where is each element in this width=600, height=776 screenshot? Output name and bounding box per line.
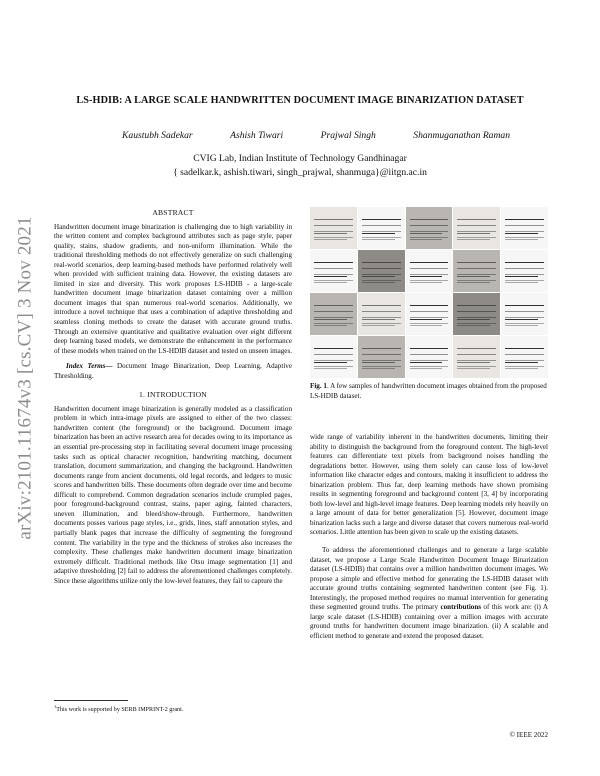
figure-ground-truth-image bbox=[501, 207, 548, 249]
figure-sample-image bbox=[358, 293, 405, 335]
left-column bbox=[54, 208, 292, 586]
figure-label: Fig. 1 bbox=[310, 382, 327, 390]
figure-ground-truth-image bbox=[310, 250, 357, 292]
author-name: Ashish Tiwari bbox=[230, 130, 284, 141]
author-name: Shanmuganathan Raman bbox=[413, 130, 510, 141]
figure-sample-image bbox=[453, 250, 500, 292]
figure-sample-image bbox=[358, 336, 405, 378]
figure-sample-image bbox=[453, 207, 500, 249]
figure-sample-image bbox=[310, 293, 357, 335]
figure-ground-truth-image bbox=[501, 336, 548, 378]
contributions-list: of this work are: (i) A large scale dataset (LS-HDIB) containing over a million images with accurate ground truths for handwritten document image binarization. (ii) A scalable and efficient method to generate and extend the proposed dataset. bbox=[310, 603, 549, 640]
footnote-text: This work is supported by SERB IMPRINT-2 grant. bbox=[56, 707, 184, 714]
affiliation bbox=[60, 152, 540, 180]
abstract-body: Handwritten document image binarization is challenging due to high variability in the written content and complex background attributes such as page style, paper quality, stains, shadow gradients, and non-uniform illumination. While the traditional thresholding methods do not effectively generalize on such challenging real-world scenarios, deep learning-based methods have performed relatively well when provided with sufficient training data. However, the existing datasets are limited in size and diversity. This work proposes LS-HDIB - a large-scale handwritten document image binarization dataset containing over a million document images that span numerous real-world scenarios. Additionally, we introduce a novel technique that uses a combination of adaptive thresholding and seamless cloning methods to create the dataset with accurate ground truths. Through an extensive quantitative and qualitative evaluation over eight different deep learning based models, we demonstrate the enhancement in the performance of these models when trained on the LS-HDIB dataset and tested on unseen images. bbox=[54, 222, 292, 355]
copyright-notice: © IEEE 2022 bbox=[509, 731, 548, 739]
figure-ground-truth-image bbox=[501, 250, 548, 292]
author-name: Kaustubh Sadekar bbox=[122, 130, 193, 141]
abstract-heading: ABSTRACT bbox=[152, 208, 194, 217]
footnote-mark: 1 bbox=[54, 704, 57, 709]
figure-sample-grid bbox=[310, 207, 548, 378]
index-terms bbox=[54, 362, 292, 381]
index-terms-label: Index Terms— bbox=[66, 362, 113, 371]
right-column bbox=[310, 433, 548, 641]
figure-sample-image bbox=[453, 336, 500, 378]
figure-caption bbox=[310, 382, 548, 401]
figure-sample-image bbox=[453, 293, 500, 335]
footnote-divider bbox=[54, 700, 128, 701]
figure-sample-image bbox=[406, 207, 453, 249]
figure-ground-truth-image bbox=[501, 293, 548, 335]
contributions-paragraph bbox=[310, 546, 548, 641]
introduction-paragraph-continued: wide range of variability inherent in the handwritten documents, limiting their ability to distinguish the background from the foreground content. The high-level features can differentiate text pixels from background noises handling the degradations better. However, using them solely can cause loss of low-level information like character edges and contours, making it insufficient to address the binarization problem. Thus far, deep learning methods have shown promising results in segmenting foreground and background content [3, 4] by incorporating both low-level and high-level image features. Deep learning models rely heavily on a large amount of data for better generalization [5]. However, document image binarization lacks such a large and diverse dataset that covers numerous real-world scenarios. Little attention has been given to scale up the existing datasets. bbox=[310, 433, 548, 537]
index-terms-text: Document Image Binarization, Deep Learning, Adaptive Thresholding. bbox=[54, 362, 292, 380]
figure-ground-truth-image bbox=[406, 293, 453, 335]
figure-sample-image bbox=[358, 250, 405, 292]
arxiv-identifier-text: arXiv:2101.11674v3 [cs.CV] 3 Nov 2021 bbox=[15, 216, 36, 540]
introduction-paragraph: Handwritten document image binarization is generally modeled as a classification problem in which intra-image pixels are assigned to either of the two classes: handwritten content (the foreground) or the background. Document image binarization has been an active research area for decades owing to its importance as an essential pre-processing step in facilitating several document image processing tasks such as optical character recognition, handwriting matching, document translation, document summarization, and changing the background. Handwritten documents range from ancient documents, old legal records, and ledgers to music scores and handwritten bills. These documents often degrade over time and become difficult to comprehend. Common degradation scenarios include crumpled pages, poor foreground-background contrast, stains, paper aging, fainted characters, uneven illumination, and bleed/show-through. Furthermore, handwritten documents posses various page styles, i.e., grids, lines, staff annotation styles, and partially blank pages that increase the difficulty of segmenting the foreground content. The variability in the type and the thickness of strokes also increases the complexity. These challenges make handwritten document image binarization extremely difficult. Traditional methods like Otsu image segmentation [1] and adaptive thresholding [2] fail to address the aforementioned challenges completely. Since these algorithms utilize only the low-level features, they fail to capture the bbox=[54, 404, 292, 585]
affiliation-emails: { sadelkar.k, ashish.tiwari, singh_prajwal, shanmuga}@iitgn.ac.in bbox=[173, 167, 427, 178]
figure-caption-text: . A few samples of handwritten document images obtained from the proposed LS-HDIB dataset. bbox=[310, 382, 547, 400]
contributions-keyword: contributions bbox=[440, 603, 482, 612]
introduction-heading: 1. INTRODUCTION bbox=[139, 390, 207, 400]
figure-sample-image bbox=[310, 207, 357, 249]
affiliation-institution: CVIG Lab, Indian Institute of Technology Gandhinagar bbox=[193, 153, 407, 164]
figure-ground-truth-image bbox=[310, 336, 357, 378]
figure-ground-truth-image bbox=[406, 336, 453, 378]
arxiv-identifier bbox=[6, 168, 46, 588]
footnote bbox=[54, 703, 292, 714]
figure-ground-truth-image bbox=[358, 207, 405, 249]
author-name: Prajwal Singh bbox=[320, 130, 376, 141]
paper-title: LS-HDIB: A LARGE SCALE HANDWRITTEN DOCUMENT IMAGE BINARIZATION DATASET bbox=[76, 95, 524, 106]
contributions-text: To address the aforementioned challenges and to generate a large scalable dataset, we propose a Large Scale Handwritten Document Image Binarization dataset (LS-HDIB) that contains over a million handwritten document images. We propose a simple and effective method for generating the LS-HDIB dataset with accurate ground truths containing segmented handwritten content (see Fig. 1). Interestingly, the proposed method requires no manual intervention for generating these segmented ground truths. The primary bbox=[310, 546, 548, 612]
author-list bbox=[60, 130, 540, 141]
figure-ground-truth-image bbox=[406, 250, 453, 292]
